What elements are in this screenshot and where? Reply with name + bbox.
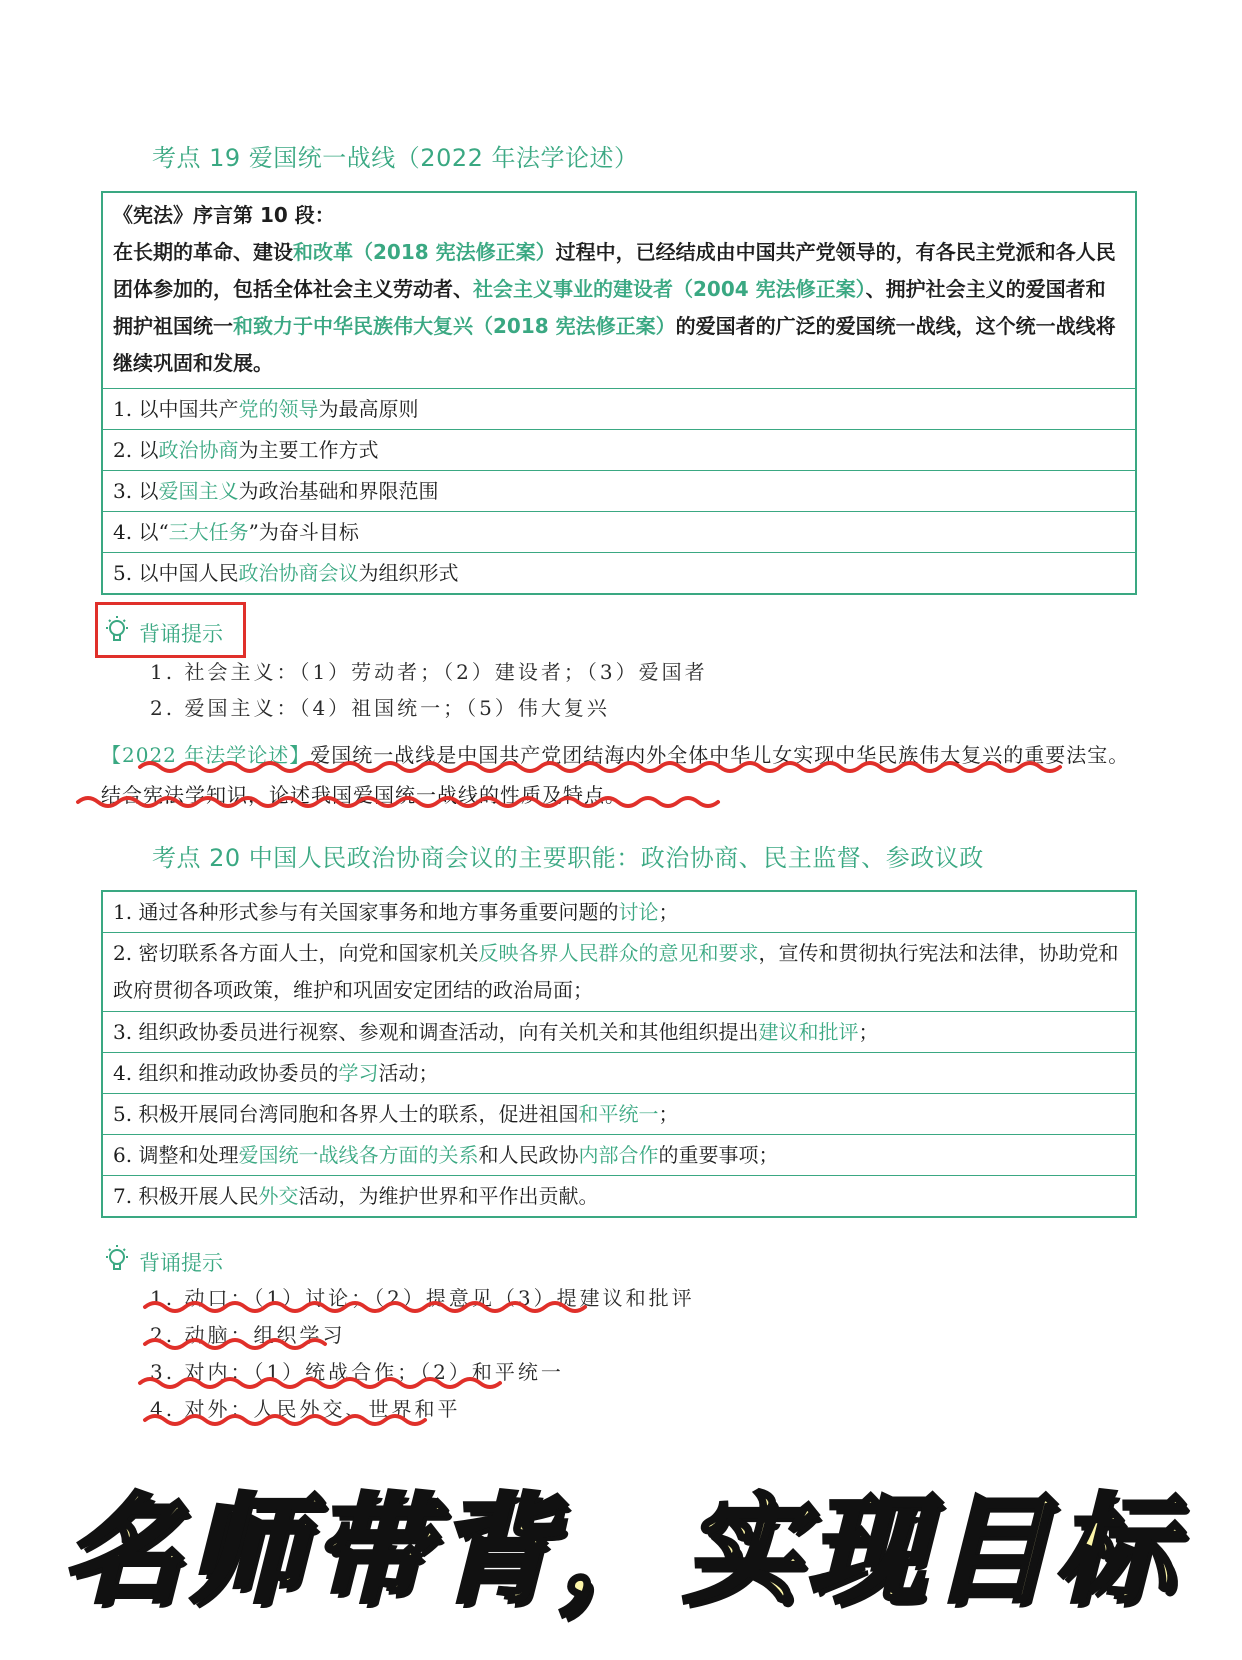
highlight-term: 三大任务 [168,520,249,544]
tip-label-20: 背诵提示 [139,1250,223,1275]
text-segment: 为最高原则 [318,397,419,421]
exam-text: 爱国统一战线是中国共产党团结海内外全体中华儿女实现中华民族伟大复兴的重要法宝。结合宪法学知识，论述我国爱国统一战线的性质及特点。 [101,743,1130,807]
highlight-term: 政治协商会议 [238,561,359,585]
highlight-term: 党的领导 [238,397,319,421]
tip-line: 1. 动口：（1）讨论；（2）提意见（3）提建议和批评 [150,1286,695,1310]
text-segment: ”为奋斗目标 [248,520,359,544]
text-segment: ； [858,1020,879,1044]
exam-tag: 【2022 年法学论述】 [101,743,311,767]
tip-line: 1. 社会主义：（1）劳动者；（2）建设者；（3）爱国者 [150,660,708,684]
tip-line: 3. 对内：（1）统战合作；（2）和平统一 [150,1360,564,1384]
tip-line: 4. 对外：人民外交、世界和平 [150,1397,461,1421]
text-segment: 2. 密切联系各方面人士，向党和国家机关 [113,941,479,965]
text-segment: 4. 以“ [113,520,169,544]
text-segment: 1. 通过各种形式参与有关国家事务和地方事务重要问题的 [113,900,619,924]
highlight-term: 爱国主义 [158,479,239,503]
text-segment: 、拥护社会主义的爱国者和拥护祖国统一 [113,277,1106,338]
text-segment: 7. 积极开展人民 [113,1184,259,1208]
section-19-title: 考点 19 爱国统一战线（2022 年法学论述） [152,144,639,172]
text-segment: 1. 以中国共产 [113,397,239,421]
promo-banner: 名师带背，实现目标 [62,1481,1179,1619]
highlight-term: 爱国统一战线各方面的关系 [238,1143,479,1167]
text-segment: 为组织形式 [358,561,459,585]
highlight-term: 反映各界人民群众的意见和要求 [478,941,759,965]
text-segment: 为政治基础和界限范围 [238,479,439,503]
highlight-term: 和改革（2018 宪法修正案） [293,240,556,264]
text-segment: 的重要事项； [658,1143,779,1167]
text-segment: 2. 以 [113,438,159,462]
text-segment: 3. 以 [113,479,159,503]
highlight-term: 社会主义事业的建设者（2004 宪法修正案） [473,277,866,301]
text-segment: ； [658,1102,679,1126]
highlight-term: 和致力于中华民族伟大复兴（2018 宪法修正案） [233,314,676,338]
text-segment: 5. 以中国人民 [113,561,239,585]
text-segment: 4. 组织和推动政协委员的 [113,1061,339,1085]
text-segment: 过程中，已经结成由中国共产党领导的，有各民主党派和各人民团体参加的，包括全体社会主义劳动者、 [113,240,1116,301]
highlight-term: 内部合作 [578,1143,659,1167]
text-segment: 和人民政协 [478,1143,579,1167]
highlight-term: 讨论 [618,900,659,924]
text-segment: ，宣传和贯彻执行宪法和法律，协助党和政府贯彻各项政策，维护和巩固安定团结的政治局面； [113,941,1119,1002]
text-segment: 6. 调整和处理 [113,1143,239,1167]
text-segment: 的爱国者的广泛的爱国统一战线，这个统一战线将继续巩固和发展。 [113,314,1116,375]
highlight-term: 学习 [338,1061,379,1085]
text-segment: 在长期的革命、建设 [113,240,293,264]
section-20-title: 考点 20 中国人民政治协商会议的主要职能：政治协商、民主监督、参政议政 [152,844,984,872]
text-segment: 3. 组织政协委员进行视察、参观和调查活动，向有关机关和其他组织提出 [113,1020,759,1044]
text-segment: ； [658,900,679,924]
text-segment: 为主要工作方式 [238,438,379,462]
highlight-term: 建议和批评 [758,1020,859,1044]
tip-label-19: 背诵提示 [139,621,223,646]
highlight-term: 政治协商 [158,438,239,462]
text-segment: 活动，为维护世界和平作出贡献。 [298,1184,599,1208]
highlight-term: 和平统一 [578,1102,659,1126]
tip-line: 2. 动脑：组织学习 [150,1323,346,1347]
text-segment: 活动； [378,1061,439,1085]
text-segment: 5. 积极开展同台湾同胞和各界人士的联系，促进祖国 [113,1102,579,1126]
preamble-heading: 《宪法》序言第 10 段： [113,203,335,227]
highlight-term: 外交 [258,1184,299,1208]
tip-line: 2. 爱国主义：（4）祖国统一；（5）伟大复兴 [150,696,610,720]
